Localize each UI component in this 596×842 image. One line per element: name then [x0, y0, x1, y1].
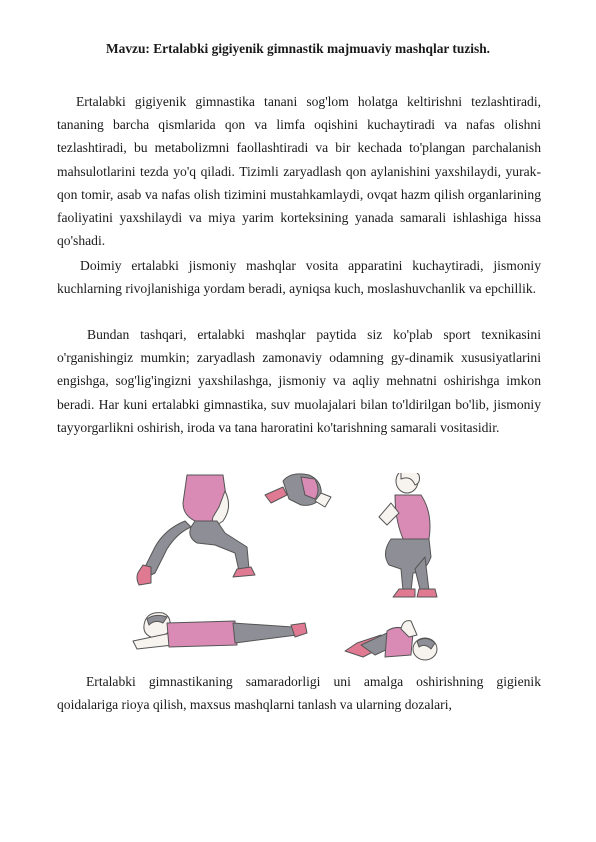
- exercise-figures-svg: [125, 473, 470, 663]
- supine-figure: [345, 621, 437, 660]
- roll-figure: [265, 474, 331, 507]
- paragraph-4: Ertalabki gimnastikaning samaradorligi uni amalga oshirishning gigienik qoidalariga rioya qilish, maxsus mashqlarni tanlash va ularning dozalari,: [57, 674, 541, 713]
- paragraph-1: Ertalabki gigiyenik gimnastika tanani sog'lom holatga keltirishni tezlashtiradi, tananing barcha qismlarida qon va limfa oqishini kuchaytiradi va nafas olishni tezlashtiradi, bu metabolizmni faollashtiradi va bir kechada to'plangan parchalanish mahsulotlarini tezda yo'q qiladi. Tizimli zaryadlash qon aylanishini yaxshilaydi, yurak-qon tomir, asab va nafas olish tizimini mustahkamlaydi, ovqat hazm qilish organlarining faoliyatini yaxshilaydi va miya yarim korteksining yanada samarali ishlashiga hissa qo'shadi.: [57, 94, 541, 249]
- document-title: Mavzu: Ertalabki gigiyenik gimnastik majmuaviy mashqlar tuzish.: [105, 41, 491, 56]
- lunge-figure: [137, 475, 255, 585]
- paragraph-2: Doimiy ertalabki jismoniy mashqlar vosita apparatini kuchaytiradi, jismoniy kuchlarning rivojlanishiga yordam beradi, ayniqsa kuch, moslashuvchanlik va epchillik.: [57, 258, 541, 297]
- exercise-illustration: [125, 473, 470, 663]
- prone-figure: [133, 613, 307, 649]
- paragraph-3: Bundan tashqari, ertalabki mashqlar paytida siz ko'plab sport texnikasini o'rganishingiz mumkin; zaryadlash zamonaviy odamning gy-dinamik xususiyatlarini engishga, sog'lig'ingizni yaxshilashga, jismoniy va aqliy mehnatni oshirishga imkon beradi. Har kuni ertalabki gimnastika, suv muolajalari bilan to'ldirilgan bo'lib, jismoniy tayyorgarlikni oshirish, iroda va tana haroratini ko'tarishning samarali vositasidir.: [57, 327, 541, 435]
- squat-figure: [379, 473, 437, 597]
